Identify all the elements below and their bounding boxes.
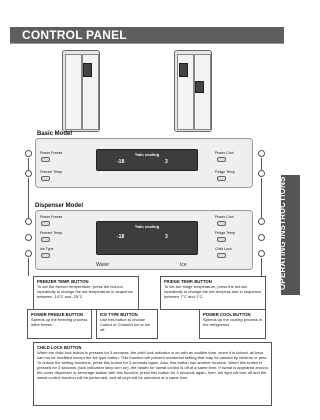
power-freeze-button[interactable] [41, 157, 50, 162]
fridge-left-door [65, 54, 82, 130]
side-tab-label: OPERATING INSTRUCTIONS [278, 176, 287, 290]
fridge-temp-button[interactable] [217, 237, 226, 242]
power-freeze-button[interactable] [41, 221, 50, 226]
fridge-display: 3 [165, 159, 168, 165]
dispenser-marker [195, 81, 204, 93]
fridge-temp-label: Fridge Temp [215, 170, 235, 174]
dispenser-model-label: Dispenser Model [35, 203, 84, 209]
freezer-temp-info-box [33, 276, 139, 310]
fridge-panel-marker [179, 63, 188, 77]
freezer-temp-button[interactable] [41, 176, 50, 181]
fridge-temp-button[interactable] [217, 176, 226, 181]
fridge-temp-body: To set the fridge temperature, press the but-ton repeatedly to change the set tempera-ture in sequence between 7°C and 1°C. [164, 284, 262, 299]
callout-circle [25, 170, 32, 177]
power-cool-button[interactable] [217, 221, 226, 226]
power-cool-label: Power Cool [215, 215, 234, 219]
ice-type-label: Ice Type [40, 247, 54, 251]
child-lock-title: CHILD LOCK BUTTON [37, 345, 82, 350]
power-freeze-title: POWER FREEZE BUTTON [31, 312, 84, 317]
callout-circle [25, 150, 32, 157]
display-dispenser [96, 221, 198, 255]
callout-line [261, 158, 262, 170]
fridge-panel-marker [83, 63, 92, 77]
fridge-illustration-basic [62, 50, 100, 132]
power-cool-body: Speeds up the cooling process in the refrigerator [203, 317, 262, 327]
callout-circle [258, 218, 265, 225]
basic-model-label: Basic Model [37, 131, 73, 137]
freezer-temp-title: FREEZER TEMP. BUTTON [37, 279, 89, 284]
callout-circle [258, 170, 265, 177]
child-lock-button[interactable] [217, 253, 226, 258]
page-title: CONTROL PANEL [22, 28, 127, 42]
child-lock-info-box [33, 342, 272, 406]
power-freeze-label: Power Freeze [40, 151, 63, 155]
child-lock-label: Child Lock [215, 247, 232, 251]
ice-type-button[interactable] [41, 253, 50, 258]
power-freeze-label: Power Freeze [40, 215, 63, 219]
title-underline [10, 43, 284, 44]
callout-circle [258, 234, 265, 241]
ice-label: Ice [180, 262, 187, 268]
freezer-display: -18 [117, 159, 125, 165]
freezer-temp-label: Freezer Temp [40, 231, 63, 235]
freezer-temp-button[interactable] [41, 237, 50, 242]
fridge-illustration-dispenser [174, 50, 212, 132]
callout-circle [25, 234, 32, 241]
child-lock-body: When the child lock button is pressed for 3 seconds, the child lock indicator is on with an audible tone. when it is locked, all keys can not be modified except the ice type button. This function will prevent accidental setting that may be caused by children or pets. To unlock the setting functions, press this button for 3 seconds again. Also, this button has another function. When this button is pressed for 3 seconds (lock indication lamp turn on), the heater for sweat control is off at a same time. If sweat is appeared around the cover dispenser or beverage station with this function, press this button for 3 seconds again. then, the light will turn off and the sweat control function will be performed. and all keys will be unlocked at a same time [37, 350, 268, 380]
callout-line [28, 178, 29, 218]
callout-circle [25, 250, 32, 257]
fridge-display: 3 [165, 234, 168, 240]
fridge-temp-label: Fridge Temp [215, 231, 235, 235]
power-cool-info-box [199, 309, 266, 339]
display-basic [96, 149, 198, 171]
power-freeze-body: Speeds up the freezing process inthe freeze. [31, 317, 88, 327]
ice-type-title: ICE TYPE BUTTON [100, 312, 138, 317]
water-label: Water [96, 262, 110, 268]
callout-circle [258, 150, 265, 157]
freezer-temp-body: To set the freezer temperature, press the but-ton repeatedly to change the set temperature in sequence between -14°C and -25°C [37, 284, 133, 299]
freezer-temp-label: Freezer Temp [40, 170, 63, 174]
ice-type-info-box [96, 309, 158, 339]
callout-line [28, 258, 29, 276]
callout-line [261, 178, 262, 218]
callout-line [28, 158, 29, 170]
ice-type-body: Use this button to choose Cubed or Crushed Ice or Ice off. [100, 317, 151, 332]
callout-circle [25, 218, 32, 225]
brand-label: Twin cooling [134, 224, 160, 229]
callout-circle [258, 250, 265, 257]
power-cool-title: POWER COOL BUTTON [203, 312, 251, 317]
brand-label: Twin cooling [134, 152, 160, 157]
fridge-temp-title: FRIDGE TEMP. BUTTON [164, 279, 212, 284]
power-freeze-info-box [27, 309, 92, 339]
freezer-display: -18 [117, 234, 125, 240]
callout-line [261, 258, 262, 276]
fridge-temp-info-box [160, 276, 266, 310]
power-cool-button[interactable] [217, 157, 226, 162]
power-cool-label: Power Cool [215, 151, 234, 155]
